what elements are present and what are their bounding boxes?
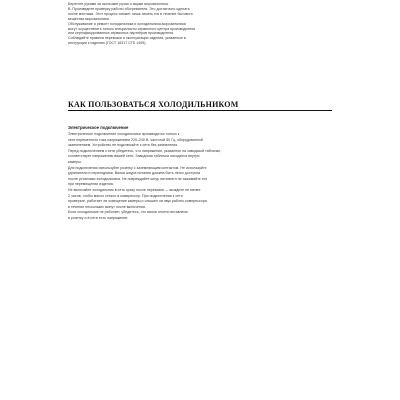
text-line: В. Произведите проверку работы обогревателя. Это достаточно сделать	[68, 6, 190, 11]
text-line: в течение нескольких минут после включения.	[68, 204, 146, 209]
text-line: Перед подключением к сети убедитесь, что напряжение, указанное на заводской табличке,	[68, 148, 222, 153]
text-line: после установки холодильника. Не повреждайте шнур питания и не зажимайте его	[68, 176, 208, 181]
text-line: Не включайте холодильник в сеть сразу после перевозки — выждите не менее	[68, 188, 201, 192]
text-line: Берегите руками за скользкие ручки и ящики морозильника.	[68, 2, 169, 6]
text-line: проверьте, работает ли освещение камеры и слышен ли звук работы компрессора	[68, 199, 207, 204]
text-line: при перемещении изделия.	[68, 182, 114, 187]
text-line: или сертифицированных сервисных партнёров производителя.	[68, 31, 175, 36]
section-subtitle: Электрическое подключение	[68, 125, 129, 130]
text-line: Обслуживание и ремонт холодильника и холодильника-морозильника	[68, 21, 186, 26]
text-line: Соблюдайте правила перевозки и эксплуатации изделия, указанные в	[68, 36, 186, 41]
text-line: после монтажа. Этот процесс сможет лишь начать ток в течение бытового	[68, 11, 193, 16]
text-line: Для подключения используйте розетку с заземляющим контактом. Не используйте	[68, 165, 207, 170]
text-line: 2 часов, чтобы масло стекло в компрессор. При подключении к сети	[68, 193, 183, 198]
text-line: могут осуществлять только специалисты сервисного центра производителя	[68, 26, 196, 31]
text-line: соответствует напряжению вашей сети. Заводская табличка находится внутри	[68, 154, 200, 159]
text-line: инструкции к изделию (ГОСТ 16317 СТБ 1409).	[68, 41, 147, 46]
section-title: КАК ПОЛЬЗОВАТЬСЯ ХОЛОДИЛЬНИКОМ	[68, 100, 239, 109]
text-line: заземлением. Устройство не подключайте к сети без заземления.	[68, 143, 179, 148]
title-rule	[68, 110, 332, 111]
text-line: Если холодильник не работает, убедитесь, что вилка плотно вставлена	[68, 210, 188, 215]
text-line: сети переменного тока напряжением 220–240 В, частотой 50 Гц, оборудованной	[68, 137, 203, 142]
text-line: вещества морозильника.	[68, 16, 110, 21]
text-line: камеры.	[68, 160, 82, 164]
text-line: Электрическое подключение холодильника производится только к	[68, 132, 180, 136]
text-line: удлинители и переходники. Вилка шнура питания должна быть легко доступна	[68, 171, 201, 176]
text-line: в розетку и в сети есть напряжение.	[68, 216, 129, 220]
